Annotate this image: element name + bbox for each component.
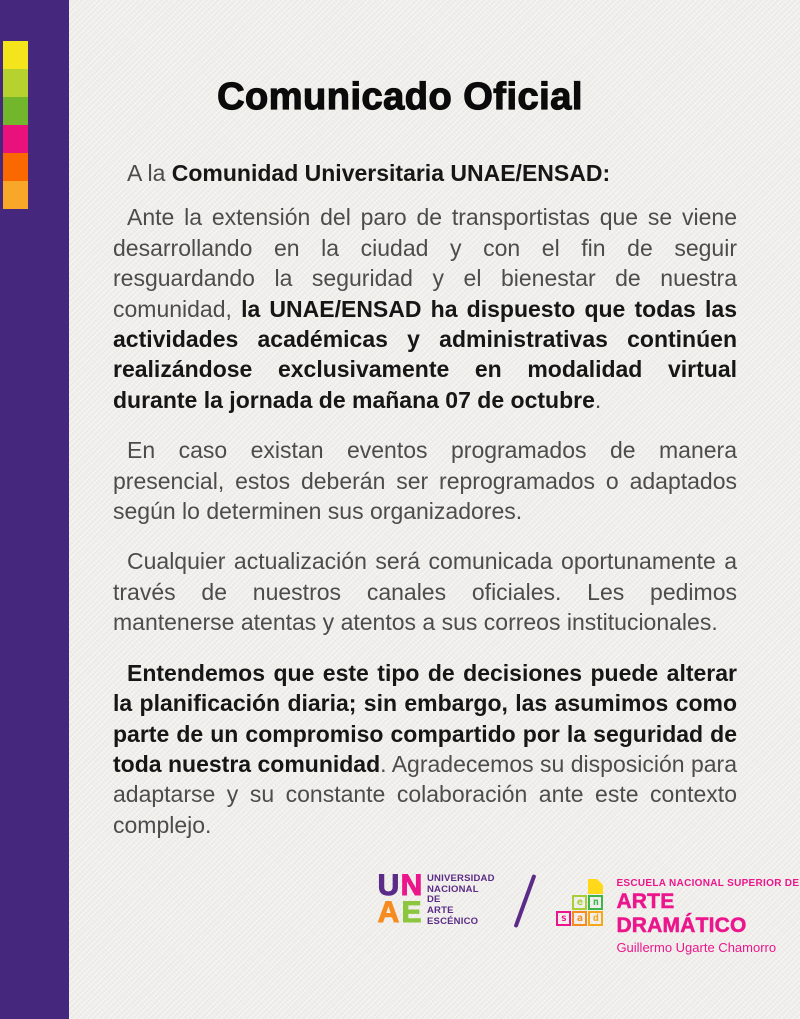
text-segment: Comunidad Universitaria UNAE/ENSAD: <box>171 160 611 186</box>
ensad-wordmark-line2: ARTE DRAMÁTICO <box>616 890 747 937</box>
ensad-mark-letter-d: d <box>588 911 603 926</box>
unae-wordmark-line: UNIVERSIDAD <box>427 873 495 884</box>
ensad-logo-mark <box>556 879 603 926</box>
ensad-wordmark <box>616 878 800 955</box>
text-segment: Ante la extensión del paro de transportistas que se viene desarrollando en la ciudad y con el fin de seguir resguardando la seguridad y el bienestar de nuestra comunidad, <box>113 204 737 322</box>
unae-logo <box>377 869 423 929</box>
paragraph <box>113 202 737 415</box>
footer-logos <box>377 869 800 955</box>
ensad-mark-letter-s: s <box>556 911 571 926</box>
unae-wordmark-line: NACIONAL <box>427 883 479 895</box>
folded-corner-icon <box>597 879 603 885</box>
ensad-mark-letter-a: a <box>572 911 587 926</box>
ensad-mark-top-square <box>588 879 603 894</box>
ensad-wordmark-line1: ESCUELA NACIONAL SUPERIOR DE <box>616 878 800 889</box>
accent-square <box>3 41 28 69</box>
slash-divider <box>513 874 536 928</box>
unae-wordmark <box>427 874 495 928</box>
unae-wordmark-line: ARTE <box>427 905 454 917</box>
ensad-wordmark-line3: Guillermo Ugarte Chamorro <box>616 940 777 955</box>
text-segment: En caso existan eventos programados de manera presencial, estos deberán ser reprogramados o adaptados según lo determinen sus organizadores. <box>113 437 737 525</box>
text-segment: A la <box>127 160 172 186</box>
unae-letter-e: E <box>401 896 422 929</box>
accent-square <box>3 153 28 181</box>
paragraph <box>113 546 737 637</box>
unae-wordmark-line: ESCÉNICO <box>427 915 479 927</box>
paragraph <box>113 658 737 840</box>
body-text <box>113 158 737 860</box>
unae-letter-a: A <box>377 896 400 929</box>
accent-square <box>3 125 28 153</box>
text-segment: . Agradecemos su disposición para adaptarse y su constante colaboración ante este contexto complejo. <box>113 750 737 838</box>
page-title: Comunicado Oficial <box>217 76 583 118</box>
ensad-mark-letter-n: n <box>588 895 603 910</box>
unae-wordmark-line: DE <box>427 894 441 906</box>
paragraph <box>113 435 737 526</box>
text-segment: Entendemos que este tipo de decisiones puede alterar la planificación diaria; sin embargo, las asumimos como parte de un compromiso compartido por la seguridad de toda nuestra comunidad <box>113 659 737 777</box>
unae-letter-n: N <box>400 869 423 902</box>
text-segment: la UNAE/ENSAD ha dispuesto que todas las actividades académicas y administrativas continúen realizándose exclusivamente en modalidad virtual durante la jornada de mañana 07 de octubre <box>113 295 737 413</box>
accent-squares <box>3 41 28 209</box>
text-segment: . <box>594 386 602 413</box>
ensad-mark-letter-e: e <box>572 895 587 910</box>
text-segment: Cualquier actualización será comunicada oportunamente a través de nuestros canales oficiales. Les pedimos mantenerse atentas y atentos a sus correos institucionales. <box>113 548 737 636</box>
accent-square <box>3 181 28 209</box>
unae-letter-u: U <box>377 869 400 902</box>
salutation <box>113 158 737 188</box>
